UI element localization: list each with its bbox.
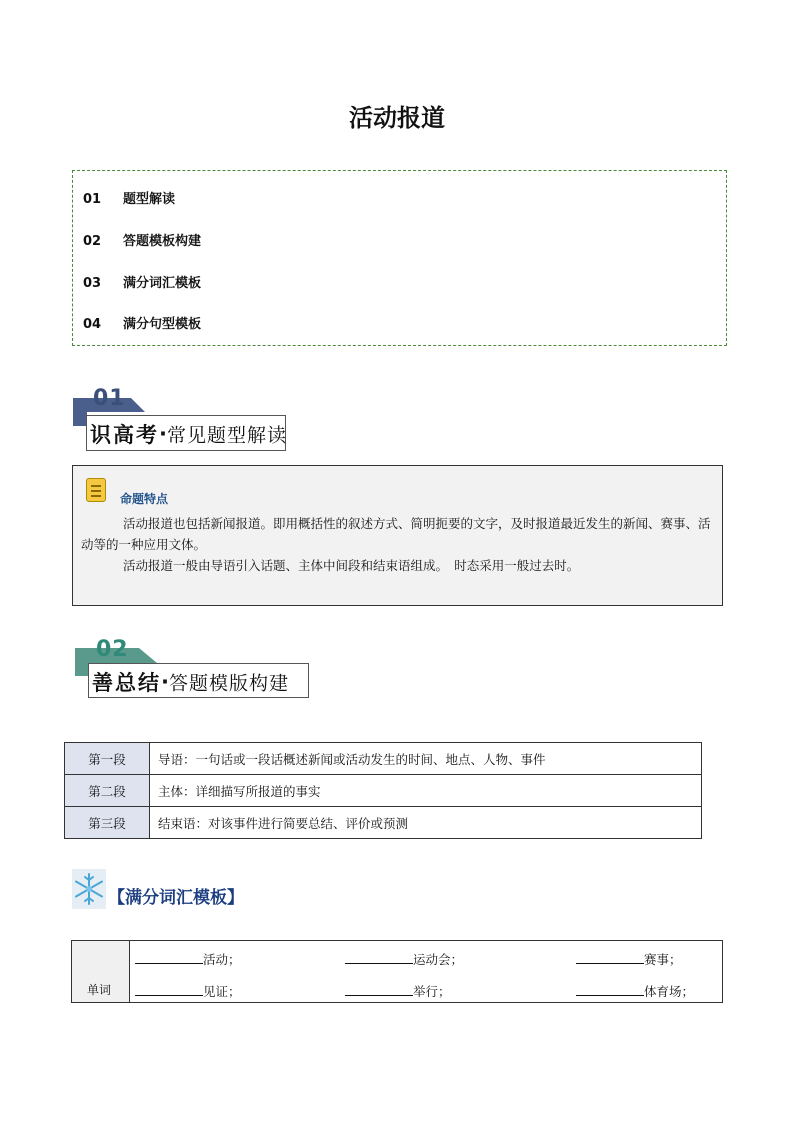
vocab-word: 见证； (203, 984, 241, 999)
toc-number: 02 (83, 234, 102, 249)
vocab-item (135, 950, 241, 968)
toc-item (83, 272, 201, 291)
toc-label: 答题模板构建 (123, 234, 202, 249)
vocab-item (576, 950, 682, 968)
section-heading-sub: 常见题型解读 (166, 424, 287, 447)
answer-blank[interactable] (345, 951, 413, 964)
notepad-icon (86, 478, 106, 502)
answer-blank[interactable] (345, 983, 413, 996)
toc-label: 满分句型模板 (123, 317, 202, 332)
section-heading-main: 善总结 (92, 671, 161, 695)
toc-number: 01 (83, 192, 102, 207)
vocab-item (345, 950, 463, 968)
paragraph-description: 导语：一句话或一段话概述新闻或活动发生的时间、地点、人物、事件 (150, 743, 702, 775)
vocab-label: 单词 (87, 983, 112, 997)
feature-box (72, 465, 723, 606)
vocab-word: 活动； (203, 952, 241, 967)
section-heading-dot: · (159, 422, 167, 446)
vocab-word: 赛事； (644, 952, 682, 967)
toc-item (83, 230, 201, 249)
paragraph-label: 第三段 (65, 807, 150, 839)
section-heading-dot: · (161, 670, 169, 694)
vocab-table (71, 940, 723, 1003)
table-of-contents (72, 170, 727, 346)
answer-blank[interactable] (135, 983, 203, 996)
paragraph-description: 结束语：对该事件进行简要总结、评价或预测 (150, 807, 702, 839)
answer-blank[interactable] (576, 951, 644, 964)
section-heading-sub: 答题模版构建 (168, 672, 289, 695)
snowflake-icon (72, 869, 106, 909)
vocab-word: 运动会； (413, 952, 464, 967)
paragraph-label: 第二段 (65, 775, 150, 807)
vocab-word: 体育场； (644, 984, 695, 999)
answer-blank[interactable] (576, 983, 644, 996)
vocab-label-cell (72, 941, 130, 1002)
section-heading-box (88, 663, 309, 698)
feature-heading: 命题特点 (120, 492, 169, 506)
table-row (65, 743, 702, 775)
toc-item (83, 188, 175, 207)
section-number: 01 (93, 386, 126, 411)
answer-blank[interactable] (135, 951, 203, 964)
toc-label: 题型解读 (123, 192, 176, 207)
table-row (65, 807, 702, 839)
vocab-section-title: 【满分词汇模板】 (108, 888, 244, 908)
feature-paragraph: 活动报道一般由导语引入话题、主体中间段和结束语组成。 时态采用一般过去时。 (123, 558, 580, 573)
toc-number: 03 (83, 276, 102, 291)
table-row (65, 775, 702, 807)
paragraph-description: 主体：详细描写所报道的事实 (150, 775, 702, 807)
paragraph-label: 第一段 (65, 743, 150, 775)
vocab-item (345, 982, 451, 1000)
template-table (64, 742, 702, 839)
vocab-item (576, 982, 694, 1000)
toc-number: 04 (83, 317, 102, 332)
section-heading-box (86, 415, 286, 451)
page-title: 活动报道 (349, 104, 445, 132)
toc-label: 满分词汇模板 (123, 276, 202, 291)
vocab-item (135, 982, 241, 1000)
section-heading-main: 识高考 (90, 423, 159, 447)
toc-item (83, 313, 201, 332)
feature-paragraph: 活动报道也包括新闻报道。即用概括性的叙述方式、简明扼要的文字，及时报道最近发生的新闻、赛事、活动等的一种应用文体。 (81, 516, 711, 552)
section-number: 02 (96, 637, 129, 662)
vocab-word: 举行； (413, 984, 451, 999)
